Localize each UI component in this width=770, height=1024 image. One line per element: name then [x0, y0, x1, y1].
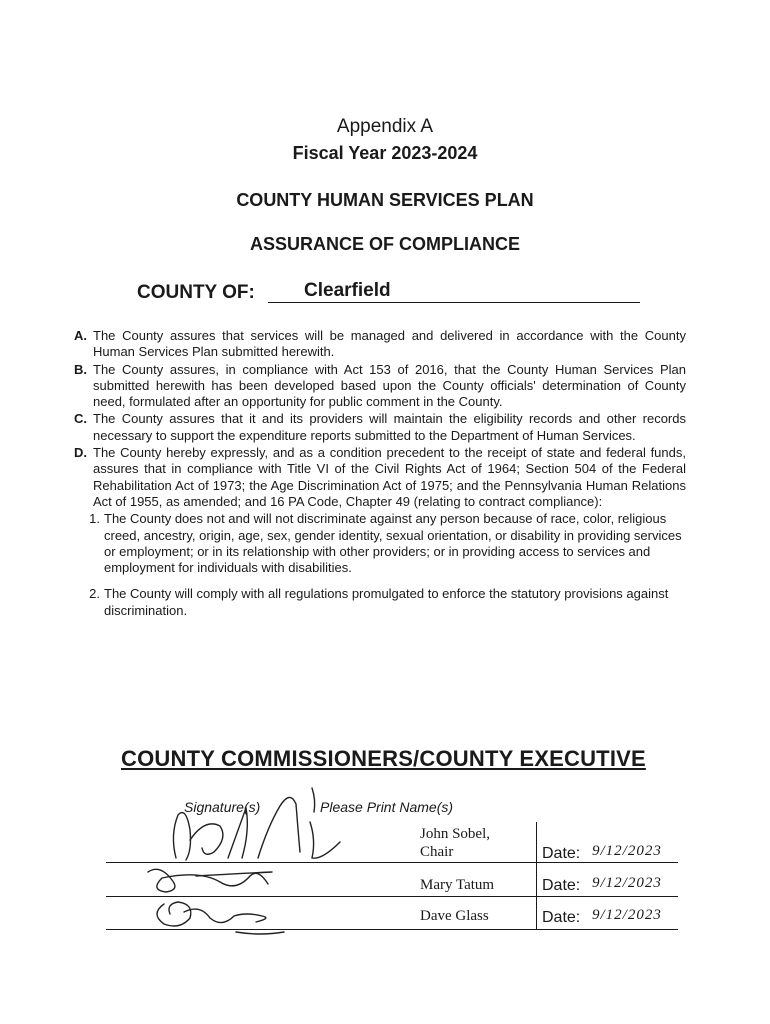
signed-date: 9/12/2023 — [592, 875, 662, 891]
print-name-header: Please Print Name(s) — [320, 799, 454, 815]
signer-name: Dave Glass — [420, 908, 489, 924]
clause-text: The County assures, in compliance with Act 153 of 2016, that the County Human Services Plan submitted herewith has been developed based upon the County officials' determination of County need, formulated after an opportunity for public comment in the County. — [93, 361, 686, 410]
date-label: Date: — [542, 909, 581, 926]
assurance-title: ASSURANCE OF COMPLIANCE — [249, 234, 520, 254]
plan-title: COUNTY HUMAN SERVICES PLAN — [236, 190, 534, 210]
appendix-label: Appendix A — [336, 116, 434, 137]
signer-name: Mary Tatum — [420, 877, 495, 893]
clause-letter: B. — [74, 361, 87, 377]
signature-header: Signature(s) — [184, 799, 261, 815]
clause-text: The County hereby expressly, and as a condition precedent to the receipt of state and federal funds, assures that in compliance with Title VI of the Civil Rights Act of 1964; Section 504 of the Federal Rehabilitation Act of 1973; the Age Discrimination Act of 1975; and the Pennsylvania Human Relations Act of 1955, as amended; and 16 PA Code, Chapter 49 (relating to contract compliance): — [93, 445, 686, 509]
clause-letter: A. — [74, 328, 87, 343]
signer-title: Chair — [420, 844, 454, 860]
clause-text: The County assures that services will be managed and delivered in accordance with the County Human Services Plan submitted herewith. — [93, 328, 686, 360]
clause-text: The County assures that it and its providers will maintain the eligibility records and other records necessary to support the expenditure reports submitted to the Department of Human Services. — [93, 411, 686, 443]
sub-clause-text: The County does not and will not discriminate against any person because of race, color, religious creed, ancestry, origin, age, sex, gender identity, sexual orientation, or disability in providing services or employment; or in its relationship with other providers; or in providing access to services and employment for individuals with disabilities. — [104, 511, 682, 576]
clause-letter: C. — [74, 411, 87, 427]
signed-date: 9/12/2023 — [592, 907, 662, 923]
clause-letter: D. — [74, 445, 87, 461]
date-label: Date: — [542, 877, 581, 894]
fiscal-year: Fiscal Year 2023-2024 — [292, 143, 478, 163]
county-label: COUNTY OF: — [137, 282, 255, 303]
county-value: Clearfield — [304, 280, 391, 301]
signer-name: John Sobel, — [420, 826, 491, 842]
sub-clause-number: 2. — [89, 586, 100, 602]
date-label: Date: — [542, 845, 581, 862]
commissioners-title: COUNTY COMMISSIONERS/COUNTY EXECUTIVE — [121, 746, 646, 771]
signed-date: 9/12/2023 — [592, 843, 662, 859]
sub-clause-text: The County will comply with all regulations promulgated to enforce the statutory provisions against discrimination. — [104, 586, 669, 618]
sub-clause-number: 1. — [89, 511, 100, 527]
